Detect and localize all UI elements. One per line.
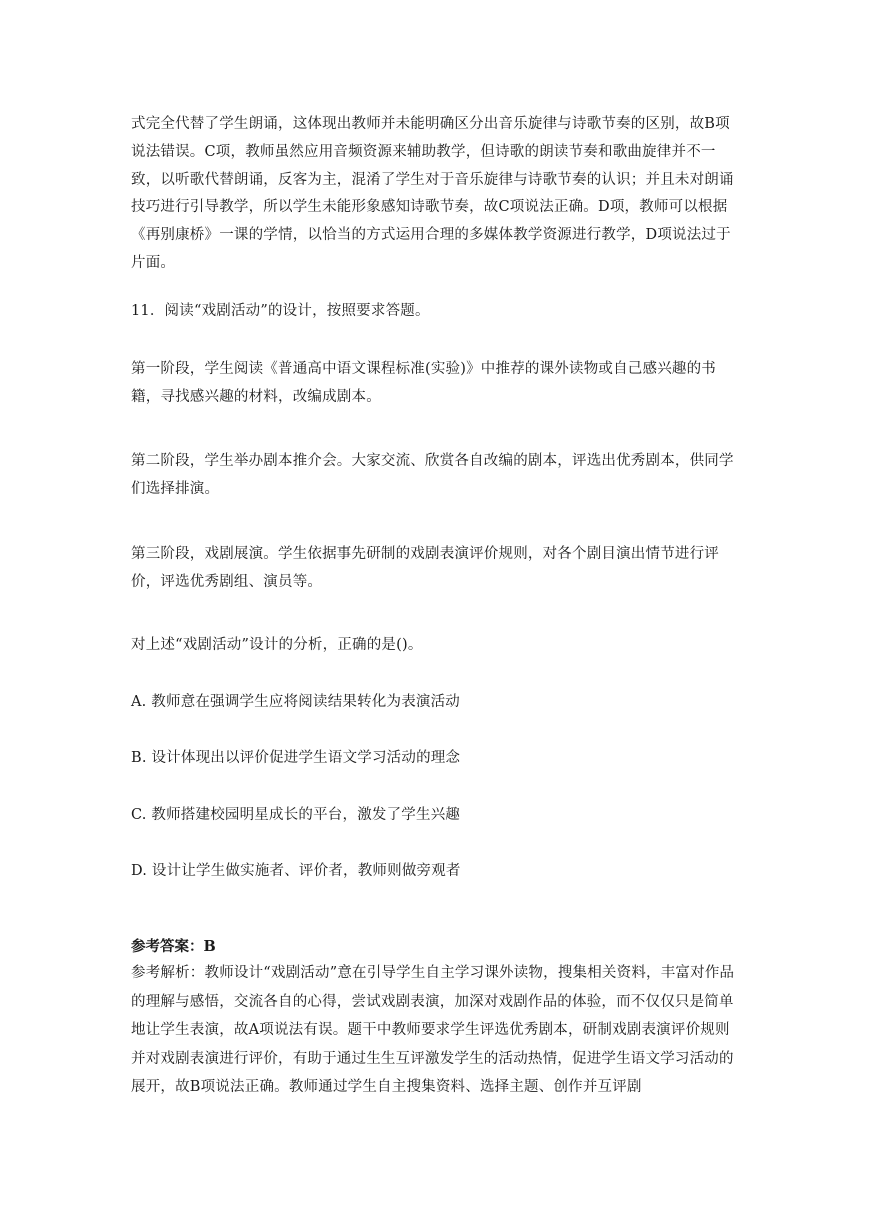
option-d: D. 设计让学生做实施者、评价者，教师则做旁观者 [131, 863, 461, 879]
option-b: B. 设计体现出以评价促进学生语文学习活动的理念 [131, 750, 461, 766]
question-stem: 对上述“戏剧活动”设计的分析，正确的是()。 [131, 637, 423, 653]
question-stage-1: 第一阶段，学生阅读《普通高中语文课程标准(实验)》中推荐的课外读物或自己感兴趣的书籍，寻找感兴趣的材料，改编成剧本。 [131, 361, 717, 405]
answer-analysis [131, 959, 741, 1102]
continuation-paragraph [131, 111, 741, 278]
option-c: C. 教师搭建校园明星成长的平台，激发了学生兴趣 [131, 807, 461, 823]
question-stage-3: 第三阶段，戏剧展演。学生依据事先研制的戏剧表演评价规则，对各个剧目演出情节进行评价，评选优秀剧组、演员等。 [131, 546, 719, 590]
option-a: A. 教师意在强调学生应将阅读结果转化为表演活动 [131, 694, 460, 710]
answer-label: 参考答案：B [131, 938, 216, 955]
continuation-text: 式完全代替了学生朗诵，这体现出教师并未能明确区分出音乐旋律与诗歌节奏的区别，故B项说法错误。C项，教师虽然应用音频资源来辅助教学，但诗歌的朗读节奏和歌曲旋律并不一致，以听歌代替朗诵，反客为主，混淆了学生对于音乐旋律与诗歌节奏的认识；并且未对朗诵技巧进行引导教学，所以学生未能形象感知诗歌节奏，故C项说法正确。D项，教师可以根据《再别康桥》一课的学情，以恰当的方式运用合理的多媒体教学资源进行教学，D项说法过于片面。 [131, 116, 734, 271]
question-stage-2: 第二阶段，学生举办剧本推介会。大家交流、欣赏各自改编的剧本，评选出优秀剧本，供同学们选择排演。 [131, 453, 734, 497]
question-prompt: 11．阅读“戏剧活动”的设计，按照要求答题。 [131, 303, 430, 319]
analysis-text: 参考解析：教师设计“戏剧活动”意在引导学生自主学习课外读物，搜集相关资料，丰富对作品的理解与感悟，交流各自的心得，尝试戏剧表演，加深对戏剧作品的体验，而不仅仅只是简单地让学生表演，故A项说法有误。题干中教师要求学生评选优秀剧本，研制戏剧表演评价规则并对戏剧表演进行评价，有助于通过生生互评激发学生的活动热情，促进学生语文学习活动的展开，故B项说法正确。教师通过学生自主搜集资料、选择主题、创作并互评剧 [131, 965, 735, 1095]
